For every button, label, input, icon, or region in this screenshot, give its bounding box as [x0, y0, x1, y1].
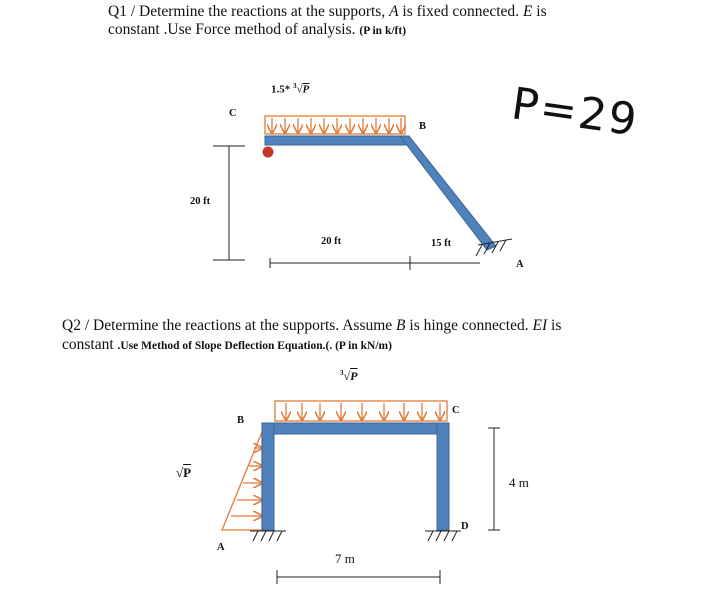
- root-icon: √: [343, 369, 351, 383]
- q2-label-b: B: [237, 415, 245, 426]
- q1-label-c: C: [229, 108, 237, 119]
- root-icon: √: [296, 83, 303, 96]
- q2-side-load-label: [176, 465, 191, 481]
- q2-label-a: A: [217, 542, 225, 553]
- q2-label-d: D: [461, 521, 469, 532]
- q2-line2-text: constant: [62, 336, 118, 353]
- q1-load-root-var: P: [302, 83, 310, 96]
- q1-line1-text: Q1 / Determine the reactions at the supports,: [108, 3, 390, 20]
- q2-fixed-support-a: [250, 531, 286, 541]
- q2-label-c: C: [452, 405, 460, 416]
- q2-line1-mid: is hinge connected.: [405, 317, 533, 334]
- q2-fixed-support-d: [425, 531, 461, 541]
- q2-column-cd: [437, 423, 449, 530]
- q2-height-dimension: [488, 428, 500, 530]
- q2-beam-bc: [262, 423, 449, 434]
- q2-top-distributed-load: [275, 401, 447, 421]
- q2-top-load-label: [340, 369, 357, 384]
- q2-column-ab: [262, 423, 274, 530]
- q2-line1-B: B: [396, 317, 406, 334]
- q2-side-triangular-load: [222, 432, 262, 530]
- q1-load-factor: 1.5*: [271, 83, 291, 96]
- q1-line1-mid: is fixed connected.: [398, 3, 523, 20]
- q1-line2-units: (P in k/ft): [359, 25, 407, 37]
- q1-line2-text: constant .Use Force method of analysis.: [108, 21, 360, 38]
- q1-line1-A: A: [389, 3, 399, 20]
- q2-line2-method: .Use Method of Slope Deflection Equation.(. (P in kN/m): [117, 340, 392, 352]
- q1-load-root-index: 3: [293, 82, 297, 90]
- q2-span-dimension: [277, 570, 440, 584]
- q1-dim-incline: 15 ft: [431, 238, 452, 249]
- q1-label-a: A: [516, 259, 524, 270]
- q2-line1-text: Q2 / Determine the reactions at the supports. Assume: [62, 317, 397, 334]
- q2-top-load-var: P: [350, 369, 358, 383]
- q1-dim-height: 20 ft: [190, 196, 211, 207]
- q2-side-load-var: P: [183, 465, 192, 480]
- q2-dim-height: 4 m: [509, 475, 529, 490]
- q2-line1-end: is: [547, 317, 562, 334]
- q2-dim-span: 7 m: [335, 551, 355, 566]
- handwritten-note: P=29: [508, 78, 642, 147]
- q1-line1-E: E: [522, 3, 533, 20]
- q1-label-b: B: [419, 121, 427, 132]
- q1-dim-span: 20 ft: [321, 236, 342, 247]
- root-icon: √: [176, 465, 184, 480]
- q2-line1-EI: EI: [532, 317, 548, 334]
- q1-line1-end: is: [532, 3, 547, 20]
- q2-top-load-index: 3: [340, 369, 344, 377]
